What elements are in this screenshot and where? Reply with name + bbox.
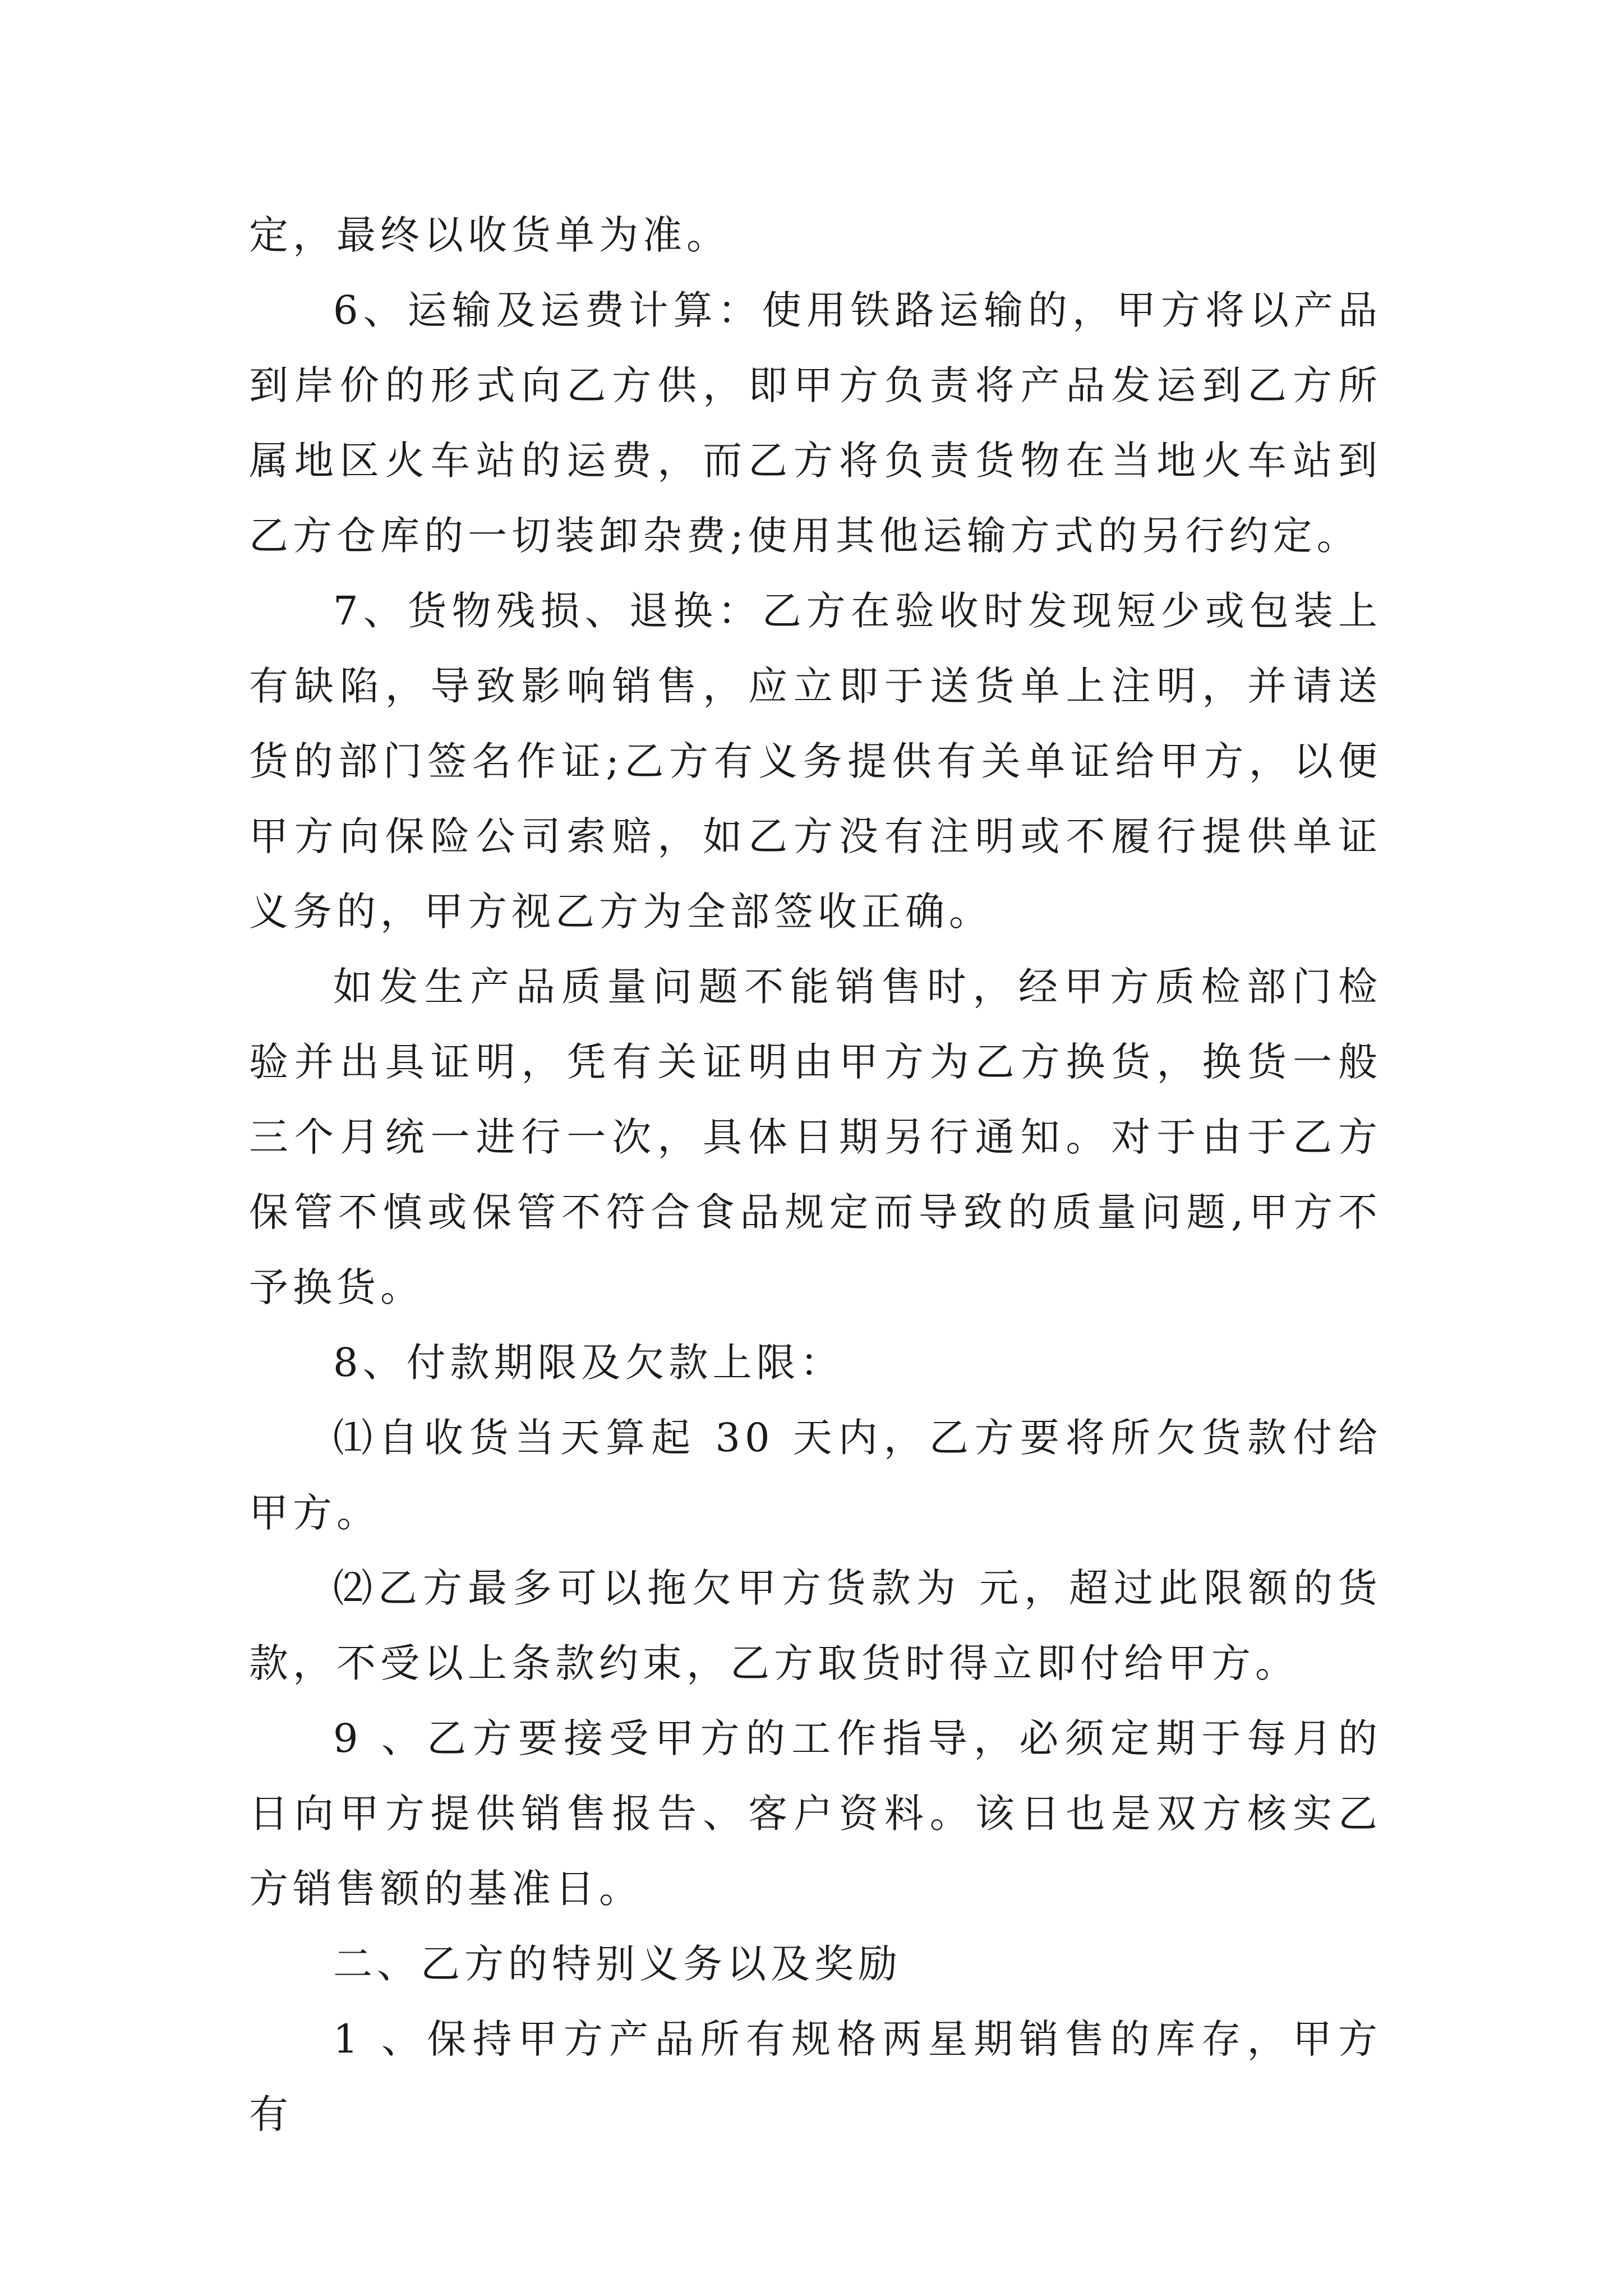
paragraph: 8、付款期限及欠款上限： bbox=[333, 1340, 844, 1386]
paragraph: 定，最终以收货单为准。 bbox=[249, 212, 730, 258]
paragraph: 1 、保持甲方产品所有规格两星期销售的库存，甲方有 bbox=[249, 2016, 1382, 2137]
paragraph: 如发生产品质量问题不能销售时，经甲方质检部门检验并出具证明，凭有关证明由甲方为乙方换货，换货一般三个月统一进行一次，具体日期另行通知。对于由于乙方保管不慎或保管不符合食品规定而导致的质量问题,甲方不予换货。 bbox=[249, 964, 1382, 1310]
paragraph: ⑴自收货当天算起 30 天内，乙方要将所欠货款付给甲方。 bbox=[249, 1415, 1382, 1536]
paragraph: 6、运输及运费计算：使用铁路运输的，甲方将以产品到岸价的形式向乙方供，即甲方负责将产品发运到乙方所属地区火车站的运费，而乙方将负责货物在当地火车站到乙方仓库的一切装卸杂费;使用其他运输方式的另行约定。 bbox=[249, 287, 1382, 559]
paragraph: 9 、乙方要接受甲方的工作指导，必须定期于每月的日向甲方提供销售报告、客户资料。该日也是双方核实乙方销售额的基准日。 bbox=[249, 1715, 1382, 1912]
paragraph: ⑵乙方最多可以拖欠甲方货款为 元，超过此限额的货款，不受以上条款约束，乙方取货时得立即付给甲方。 bbox=[249, 1565, 1382, 1686]
paragraph: 7、货物残损、退换：乙方在验收时发现短少或包装上有缺陷，导致影响销售，应立即于送货单上注明，并请送货的部门签名作证;乙方有义务提供有关单证给甲方，以便甲方向保险公司索赔，如乙方没有注明或不履行提供单证义务的，甲方视乙方为全部签收正确。 bbox=[249, 588, 1382, 935]
paragraph: 二、乙方的特别义务以及奖励 bbox=[333, 1941, 902, 1987]
document-body bbox=[249, 197, 1382, 2152]
